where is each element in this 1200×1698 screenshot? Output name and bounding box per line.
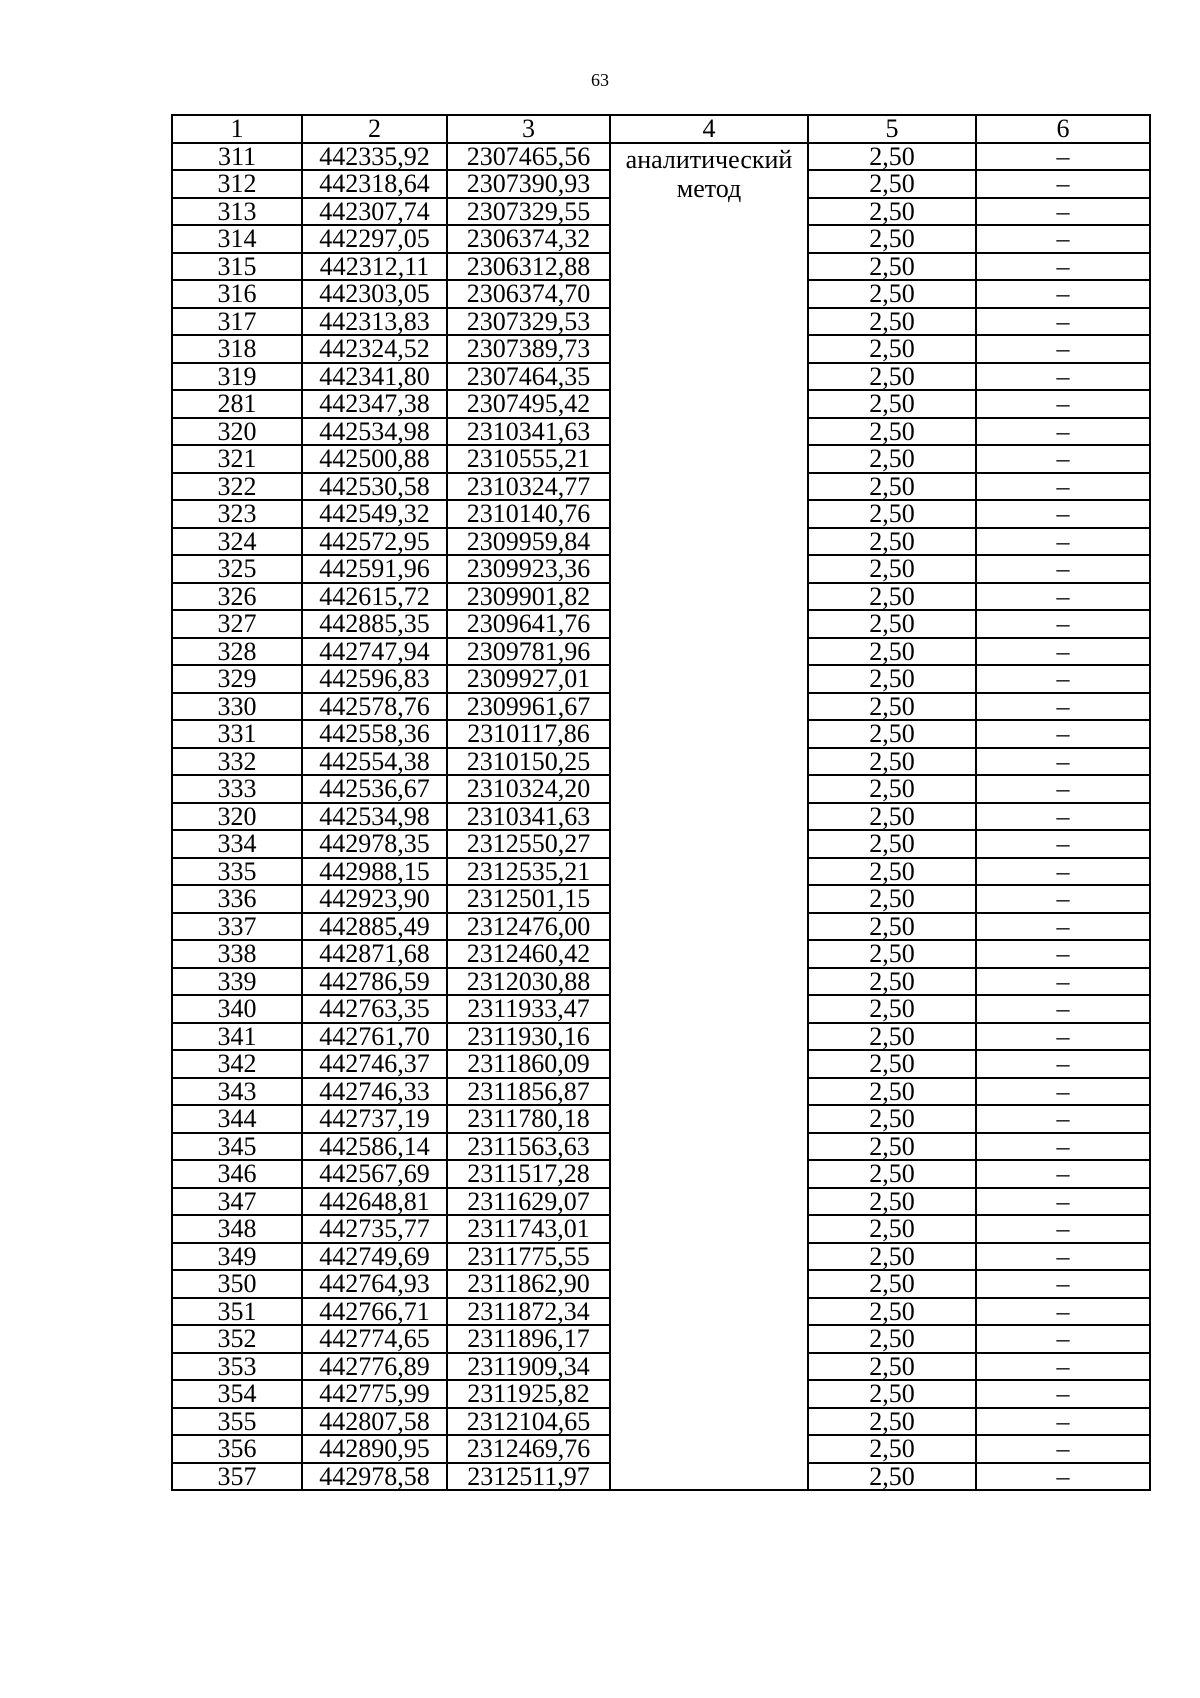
description-cell: –: [976, 500, 1150, 528]
y-coordinate-cell: 2312460,42: [447, 940, 610, 968]
point-number-cell: 352: [172, 1325, 302, 1353]
description-cell: –: [976, 1270, 1150, 1298]
x-coordinate-cell: 442735,77: [302, 1215, 447, 1243]
point-number-cell: 333: [172, 775, 302, 803]
description-cell: –: [976, 1105, 1150, 1133]
y-coordinate-cell: 2310324,77: [447, 473, 610, 501]
x-coordinate-cell: 442774,65: [302, 1325, 447, 1353]
y-coordinate-cell: 2312469,76: [447, 1435, 610, 1463]
x-coordinate-cell: 442615,72: [302, 583, 447, 611]
x-coordinate-cell: 442297,05: [302, 225, 447, 253]
point-number-cell: 323: [172, 500, 302, 528]
x-coordinate-cell: 442766,71: [302, 1298, 447, 1326]
x-coordinate-cell: 442536,67: [302, 775, 447, 803]
x-coordinate-cell: 442586,14: [302, 1133, 447, 1161]
description-cell: –: [976, 528, 1150, 556]
y-coordinate-cell: 2310324,20: [447, 775, 610, 803]
accuracy-cell: 2,50: [808, 1023, 976, 1051]
point-number-cell: 314: [172, 225, 302, 253]
description-cell: –: [976, 225, 1150, 253]
description-cell: –: [976, 280, 1150, 308]
x-coordinate-cell: 442786,59: [302, 968, 447, 996]
point-number-cell: 349: [172, 1243, 302, 1271]
y-coordinate-cell: 2309923,36: [447, 555, 610, 583]
header-cell-6: 6: [976, 115, 1150, 143]
x-coordinate-cell: 442558,36: [302, 720, 447, 748]
point-number-cell: 332: [172, 748, 302, 776]
accuracy-cell: 2,50: [808, 1133, 976, 1161]
accuracy-cell: 2,50: [808, 500, 976, 528]
y-coordinate-cell: 2311925,82: [447, 1380, 610, 1408]
description-cell: –: [976, 198, 1150, 226]
header-cell-3: 3: [447, 115, 610, 143]
accuracy-cell: 2,50: [808, 1353, 976, 1381]
accuracy-cell: 2,50: [808, 390, 976, 418]
accuracy-cell: 2,50: [808, 1298, 976, 1326]
method-cell: аналитический метод: [610, 143, 808, 1491]
accuracy-cell: 2,50: [808, 1105, 976, 1133]
point-number-cell: 347: [172, 1188, 302, 1216]
accuracy-cell: 2,50: [808, 913, 976, 941]
description-cell: –: [976, 390, 1150, 418]
coordinates-table: [171, 114, 1151, 1491]
accuracy-cell: 2,50: [808, 940, 976, 968]
page-number: 63: [591, 70, 609, 90]
description-cell: –: [976, 885, 1150, 913]
x-coordinate-cell: 442341,80: [302, 363, 447, 391]
point-number-cell: 345: [172, 1133, 302, 1161]
accuracy-cell: 2,50: [808, 1160, 976, 1188]
description-cell: –: [976, 665, 1150, 693]
y-coordinate-cell: 2306374,32: [447, 225, 610, 253]
description-cell: –: [976, 1243, 1150, 1271]
description-cell: –: [976, 1325, 1150, 1353]
accuracy-cell: 2,50: [808, 1188, 976, 1216]
description-cell: –: [976, 1188, 1150, 1216]
point-number-cell: 353: [172, 1353, 302, 1381]
y-coordinate-cell: 2310341,63: [447, 418, 610, 446]
table-header: [172, 115, 1150, 143]
description-cell: –: [976, 1133, 1150, 1161]
y-coordinate-cell: 2312511,97: [447, 1463, 610, 1491]
y-coordinate-cell: 2306312,88: [447, 253, 610, 281]
accuracy-cell: 2,50: [808, 225, 976, 253]
y-coordinate-cell: 2309959,84: [447, 528, 610, 556]
y-coordinate-cell: 2307464,35: [447, 363, 610, 391]
description-cell: –: [976, 1435, 1150, 1463]
accuracy-cell: 2,50: [808, 1050, 976, 1078]
accuracy-cell: 2,50: [808, 280, 976, 308]
description-cell: –: [976, 418, 1150, 446]
header-cell-4: 4: [610, 115, 808, 143]
accuracy-cell: 2,50: [808, 363, 976, 391]
point-number-cell: 311: [172, 143, 302, 171]
y-coordinate-cell: 2306374,70: [447, 280, 610, 308]
description-cell: –: [976, 583, 1150, 611]
x-coordinate-cell: 442648,81: [302, 1188, 447, 1216]
point-number-cell: 338: [172, 940, 302, 968]
accuracy-cell: 2,50: [808, 335, 976, 363]
point-number-cell: 322: [172, 473, 302, 501]
point-number-cell: 355: [172, 1408, 302, 1436]
x-coordinate-cell: 442747,94: [302, 638, 447, 666]
x-coordinate-cell: 442572,95: [302, 528, 447, 556]
description-cell: –: [976, 610, 1150, 638]
y-coordinate-cell: 2309781,96: [447, 638, 610, 666]
description-cell: –: [976, 1408, 1150, 1436]
point-number-cell: 318: [172, 335, 302, 363]
x-coordinate-cell: 442776,89: [302, 1353, 447, 1381]
y-coordinate-cell: 2309641,76: [447, 610, 610, 638]
x-coordinate-cell: 442890,95: [302, 1435, 447, 1463]
x-coordinate-cell: 442988,15: [302, 858, 447, 886]
description-cell: –: [976, 693, 1150, 721]
x-coordinate-cell: 442554,38: [302, 748, 447, 776]
x-coordinate-cell: 442761,70: [302, 1023, 447, 1051]
x-coordinate-cell: 442746,33: [302, 1078, 447, 1106]
y-coordinate-cell: 2311860,09: [447, 1050, 610, 1078]
description-cell: –: [976, 1050, 1150, 1078]
accuracy-cell: 2,50: [808, 803, 976, 831]
accuracy-cell: 2,50: [808, 1380, 976, 1408]
description-cell: –: [976, 335, 1150, 363]
x-coordinate-cell: 442871,68: [302, 940, 447, 968]
x-coordinate-cell: 442978,58: [302, 1463, 447, 1491]
accuracy-cell: 2,50: [808, 610, 976, 638]
point-number-cell: 346: [172, 1160, 302, 1188]
point-number-cell: 354: [172, 1380, 302, 1408]
point-number-cell: 317: [172, 308, 302, 336]
accuracy-cell: 2,50: [808, 968, 976, 996]
description-cell: –: [976, 555, 1150, 583]
accuracy-cell: 2,50: [808, 1078, 976, 1106]
description-cell: –: [976, 1353, 1150, 1381]
x-coordinate-cell: 442749,69: [302, 1243, 447, 1271]
accuracy-cell: 2,50: [808, 198, 976, 226]
accuracy-cell: 2,50: [808, 693, 976, 721]
y-coordinate-cell: 2312535,21: [447, 858, 610, 886]
point-number-cell: 336: [172, 885, 302, 913]
point-number-cell: 344: [172, 1105, 302, 1133]
accuracy-cell: 2,50: [808, 253, 976, 281]
accuracy-cell: 2,50: [808, 1463, 976, 1491]
point-number-cell: 342: [172, 1050, 302, 1078]
point-number-cell: 334: [172, 830, 302, 858]
accuracy-cell: 2,50: [808, 858, 976, 886]
description-cell: –: [976, 473, 1150, 501]
accuracy-cell: 2,50: [808, 555, 976, 583]
x-coordinate-cell: 442549,32: [302, 500, 447, 528]
x-coordinate-cell: 442312,11: [302, 253, 447, 281]
description-cell: –: [976, 638, 1150, 666]
description-cell: –: [976, 1160, 1150, 1188]
accuracy-cell: 2,50: [808, 445, 976, 473]
description-cell: –: [976, 253, 1150, 281]
x-coordinate-cell: 442318,64: [302, 170, 447, 198]
accuracy-cell: 2,50: [808, 418, 976, 446]
accuracy-cell: 2,50: [808, 1270, 976, 1298]
y-coordinate-cell: 2312104,65: [447, 1408, 610, 1436]
y-coordinate-cell: 2311517,28: [447, 1160, 610, 1188]
point-number-cell: 329: [172, 665, 302, 693]
description-cell: –: [976, 363, 1150, 391]
point-number-cell: 330: [172, 693, 302, 721]
point-number-cell: 320: [172, 418, 302, 446]
x-coordinate-cell: 442347,38: [302, 390, 447, 418]
y-coordinate-cell: 2310150,25: [447, 748, 610, 776]
accuracy-cell: 2,50: [808, 638, 976, 666]
point-number-cell: 357: [172, 1463, 302, 1491]
y-coordinate-cell: 2310117,86: [447, 720, 610, 748]
y-coordinate-cell: 2311775,55: [447, 1243, 610, 1271]
description-cell: –: [976, 1298, 1150, 1326]
x-coordinate-cell: 442885,49: [302, 913, 447, 941]
y-coordinate-cell: 2312476,00: [447, 913, 610, 941]
y-coordinate-cell: 2311862,90: [447, 1270, 610, 1298]
x-coordinate-cell: 442500,88: [302, 445, 447, 473]
y-coordinate-cell: 2311780,18: [447, 1105, 610, 1133]
y-coordinate-cell: 2312030,88: [447, 968, 610, 996]
y-coordinate-cell: 2307390,93: [447, 170, 610, 198]
x-coordinate-cell: 442567,69: [302, 1160, 447, 1188]
accuracy-cell: 2,50: [808, 1243, 976, 1271]
header-cell-2: 2: [302, 115, 447, 143]
point-number-cell: 325: [172, 555, 302, 583]
description-cell: –: [976, 1463, 1150, 1491]
description-cell: –: [976, 858, 1150, 886]
point-number-cell: 339: [172, 968, 302, 996]
y-coordinate-cell: 2309961,67: [447, 693, 610, 721]
y-coordinate-cell: 2309901,82: [447, 583, 610, 611]
x-coordinate-cell: 442764,93: [302, 1270, 447, 1298]
description-cell: –: [976, 913, 1150, 941]
y-coordinate-cell: 2312550,27: [447, 830, 610, 858]
point-number-cell: 337: [172, 913, 302, 941]
point-number-cell: 350: [172, 1270, 302, 1298]
x-coordinate-cell: 442313,83: [302, 308, 447, 336]
y-coordinate-cell: 2311563,63: [447, 1133, 610, 1161]
y-coordinate-cell: 2307329,53: [447, 308, 610, 336]
x-coordinate-cell: 442534,98: [302, 803, 447, 831]
description-cell: –: [976, 143, 1150, 171]
y-coordinate-cell: 2311629,07: [447, 1188, 610, 1216]
accuracy-cell: 2,50: [808, 1408, 976, 1436]
y-coordinate-cell: 2311933,47: [447, 995, 610, 1023]
y-coordinate-cell: 2307329,55: [447, 198, 610, 226]
point-number-cell: 321: [172, 445, 302, 473]
point-number-cell: 315: [172, 253, 302, 281]
description-cell: –: [976, 308, 1150, 336]
point-number-cell: 312: [172, 170, 302, 198]
accuracy-cell: 2,50: [808, 720, 976, 748]
point-number-cell: 335: [172, 858, 302, 886]
accuracy-cell: 2,50: [808, 1215, 976, 1243]
point-number-cell: 327: [172, 610, 302, 638]
x-coordinate-cell: 442763,35: [302, 995, 447, 1023]
point-number-cell: 316: [172, 280, 302, 308]
description-cell: –: [976, 995, 1150, 1023]
accuracy-cell: 2,50: [808, 830, 976, 858]
y-coordinate-cell: 2307495,42: [447, 390, 610, 418]
point-number-cell: 331: [172, 720, 302, 748]
table-body: [172, 143, 1150, 1491]
x-coordinate-cell: 442596,83: [302, 665, 447, 693]
accuracy-cell: 2,50: [808, 528, 976, 556]
x-coordinate-cell: 442978,35: [302, 830, 447, 858]
point-number-cell: 320: [172, 803, 302, 831]
x-coordinate-cell: 442307,74: [302, 198, 447, 226]
point-number-cell: 328: [172, 638, 302, 666]
header-cell-5: 5: [808, 115, 976, 143]
description-cell: –: [976, 748, 1150, 776]
y-coordinate-cell: 2309927,01: [447, 665, 610, 693]
accuracy-cell: 2,50: [808, 170, 976, 198]
header-row: [172, 115, 1150, 143]
x-coordinate-cell: 442324,52: [302, 335, 447, 363]
x-coordinate-cell: 442746,37: [302, 1050, 447, 1078]
x-coordinate-cell: 442775,99: [302, 1380, 447, 1408]
x-coordinate-cell: 442335,92: [302, 143, 447, 171]
description-cell: –: [976, 803, 1150, 831]
description-cell: –: [976, 445, 1150, 473]
point-number-cell: 343: [172, 1078, 302, 1106]
accuracy-cell: 2,50: [808, 665, 976, 693]
point-number-cell: 351: [172, 1298, 302, 1326]
x-coordinate-cell: 442807,58: [302, 1408, 447, 1436]
accuracy-cell: 2,50: [808, 775, 976, 803]
accuracy-cell: 2,50: [808, 748, 976, 776]
y-coordinate-cell: 2311896,17: [447, 1325, 610, 1353]
x-coordinate-cell: 442737,19: [302, 1105, 447, 1133]
y-coordinate-cell: 2307465,56: [447, 143, 610, 171]
description-cell: –: [976, 968, 1150, 996]
description-cell: –: [976, 1023, 1150, 1051]
point-number-cell: 281: [172, 390, 302, 418]
y-coordinate-cell: 2310555,21: [447, 445, 610, 473]
point-number-cell: 319: [172, 363, 302, 391]
table-row: [172, 143, 1150, 171]
accuracy-cell: 2,50: [808, 885, 976, 913]
x-coordinate-cell: 442534,98: [302, 418, 447, 446]
y-coordinate-cell: 2310341,63: [447, 803, 610, 831]
point-number-cell: 340: [172, 995, 302, 1023]
header-cell-1: 1: [172, 115, 302, 143]
accuracy-cell: 2,50: [808, 995, 976, 1023]
x-coordinate-cell: 442885,35: [302, 610, 447, 638]
point-number-cell: 356: [172, 1435, 302, 1463]
description-cell: –: [976, 1078, 1150, 1106]
description-cell: –: [976, 1380, 1150, 1408]
x-coordinate-cell: 442530,58: [302, 473, 447, 501]
point-number-cell: 348: [172, 1215, 302, 1243]
accuracy-cell: 2,50: [808, 583, 976, 611]
description-cell: –: [976, 1215, 1150, 1243]
x-coordinate-cell: 442303,05: [302, 280, 447, 308]
x-coordinate-cell: 442578,76: [302, 693, 447, 721]
point-number-cell: 341: [172, 1023, 302, 1051]
y-coordinate-cell: 2311930,16: [447, 1023, 610, 1051]
accuracy-cell: 2,50: [808, 143, 976, 171]
description-cell: –: [976, 830, 1150, 858]
point-number-cell: 326: [172, 583, 302, 611]
y-coordinate-cell: 2311856,87: [447, 1078, 610, 1106]
accuracy-cell: 2,50: [808, 308, 976, 336]
description-cell: –: [976, 775, 1150, 803]
x-coordinate-cell: 442591,96: [302, 555, 447, 583]
point-number-cell: 324: [172, 528, 302, 556]
y-coordinate-cell: 2310140,76: [447, 500, 610, 528]
y-coordinate-cell: 2312501,15: [447, 885, 610, 913]
y-coordinate-cell: 2307389,73: [447, 335, 610, 363]
x-coordinate-cell: 442923,90: [302, 885, 447, 913]
description-cell: –: [976, 940, 1150, 968]
description-cell: –: [976, 720, 1150, 748]
y-coordinate-cell: 2311909,34: [447, 1353, 610, 1381]
accuracy-cell: 2,50: [808, 1325, 976, 1353]
y-coordinate-cell: 2311872,34: [447, 1298, 610, 1326]
description-cell: –: [976, 170, 1150, 198]
y-coordinate-cell: 2311743,01: [447, 1215, 610, 1243]
point-number-cell: 313: [172, 198, 302, 226]
accuracy-cell: 2,50: [808, 1435, 976, 1463]
accuracy-cell: 2,50: [808, 473, 976, 501]
